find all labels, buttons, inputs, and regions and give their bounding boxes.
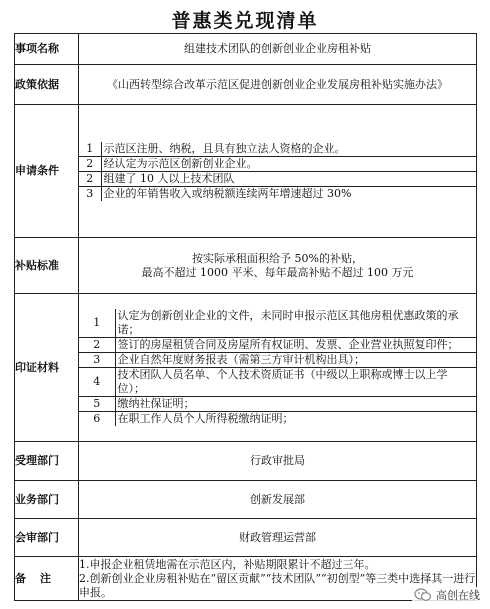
condition-num: 1 bbox=[79, 142, 101, 157]
material-row bbox=[79, 412, 476, 427]
review-dept-label: 会审部门 bbox=[15, 519, 79, 557]
row-policy-basis bbox=[15, 65, 477, 105]
material-text: 缴纳社保证明； bbox=[115, 397, 476, 412]
row-business-dept bbox=[15, 481, 477, 519]
material-text: 签订的房屋租赁合同及房屋所有权证明、发票、企业营业执照复印件； bbox=[115, 338, 476, 353]
row-conditions bbox=[15, 105, 477, 238]
item-name-label: 事项名称 bbox=[15, 34, 79, 65]
conditions-list bbox=[79, 142, 476, 201]
condition-row bbox=[79, 156, 476, 171]
row-materials bbox=[15, 294, 477, 442]
subsidy-line-2: 最高不超过 1000 平米、每年最高补贴不超过 100 万元 bbox=[141, 265, 414, 279]
policy-basis-value: 《山西转型综合改革示范区促进创新创业企业发展房租补贴实施办法》 bbox=[79, 65, 477, 105]
notes-label: 备注 bbox=[15, 557, 79, 601]
condition-text: 组建了 10 人以上技术团队 bbox=[101, 171, 476, 186]
material-text: 认定为创新创业企业的文件，未同时申报示范区其他房租优惠政策的承诺； bbox=[115, 309, 476, 338]
subsidy-label: 补贴标准 bbox=[15, 238, 79, 294]
business-dept-value: 创新发展部 bbox=[79, 481, 477, 519]
page-title: 普惠类兑现清单 bbox=[171, 10, 319, 32]
condition-num: 2 bbox=[79, 156, 101, 171]
watermark bbox=[412, 587, 482, 603]
condition-text: 经认定为示范区创新创业企业。 bbox=[101, 156, 476, 171]
condition-row bbox=[79, 171, 476, 186]
material-row bbox=[79, 353, 476, 368]
materials-list bbox=[79, 309, 476, 426]
notes-line-1: 1.申报企业租赁地需在示范区内，补贴期限累计不超过三年。 bbox=[79, 557, 376, 571]
review-dept-value: 财政管理运营部 bbox=[79, 519, 477, 557]
materials-label: 印证材料 bbox=[15, 294, 79, 442]
material-row bbox=[79, 397, 476, 412]
notes-line-2: 2.创新创业企业房租补贴在“留区贡献”“技术团队”“初创型”等三类中选择其一进行申报。 bbox=[79, 571, 476, 599]
subsidy-list-table bbox=[14, 33, 477, 601]
material-num: 5 bbox=[79, 397, 115, 412]
material-num: 1 bbox=[79, 309, 115, 338]
material-row bbox=[79, 309, 476, 338]
condition-num: 3 bbox=[79, 186, 101, 201]
business-dept-label: 业务部门 bbox=[15, 481, 79, 519]
condition-text: 企业的年销售收入或纳税额连续两年增速超过 30% bbox=[101, 186, 476, 201]
accepting-dept-label: 受理部门 bbox=[15, 442, 79, 481]
policy-basis-label: 政策依据 bbox=[15, 65, 79, 105]
material-num: 3 bbox=[79, 353, 115, 368]
subsidy-line-1: 按实际承租面积给予 50%的补贴， bbox=[192, 251, 363, 265]
row-review-dept bbox=[15, 519, 477, 557]
material-num: 6 bbox=[79, 412, 115, 427]
material-text: 企业自然年度财务报表（需第三方审计机构出具）； bbox=[115, 353, 476, 368]
row-subsidy bbox=[15, 238, 477, 294]
condition-text: 示范区注册、纳税，且具有独立法人资格的企业。 bbox=[101, 142, 476, 157]
row-accepting-dept bbox=[15, 442, 477, 481]
accepting-dept-value: 行政审批局 bbox=[79, 442, 477, 481]
row-notes bbox=[15, 557, 477, 601]
material-row bbox=[79, 338, 476, 353]
row-item-name bbox=[15, 34, 477, 65]
condition-row bbox=[79, 186, 476, 201]
conditions-label: 申请条件 bbox=[15, 105, 79, 238]
watermark-text: 高创在线 bbox=[436, 589, 480, 602]
material-text: 技术团队人员名单、个人技术资质证书（中级以上职称或博士以上学位）； bbox=[115, 368, 476, 397]
material-text: 在职工作人员个人所得税缴纳证明； bbox=[115, 412, 476, 427]
material-num: 4 bbox=[79, 368, 115, 397]
wechat-icon bbox=[414, 588, 432, 602]
item-name-value: 组建技术团队的创新创业企业房租补贴 bbox=[79, 34, 477, 65]
condition-num: 2 bbox=[79, 171, 101, 186]
condition-row bbox=[79, 142, 476, 157]
material-row bbox=[79, 368, 476, 397]
material-num: 2 bbox=[79, 338, 115, 353]
